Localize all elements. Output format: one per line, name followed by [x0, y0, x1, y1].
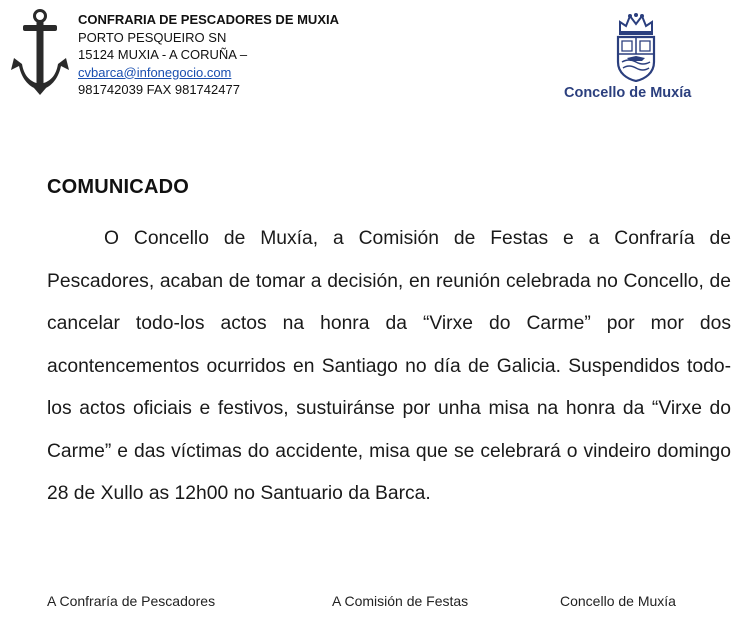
address-line: PORTO PESQUEIRO SN — [78, 29, 227, 45]
org-name: CONFRARIA DE PESCADORES DE MUXIA — [78, 12, 339, 27]
coat-of-arms-icon — [612, 12, 660, 82]
signature-confraria: A Confraría de Pescadores — [47, 593, 216, 609]
city-line: 15124 MUXIA - A CORUÑA – — [78, 47, 248, 62]
document-title: COMUNICADO — [47, 176, 189, 198]
signature-comision: A Comisión de Festas — [332, 593, 469, 609]
council-logo-text: Concello de Muxía — [564, 85, 692, 101]
signature-concello: Concello de Muxía — [560, 593, 676, 609]
document-body: O Concello de Muxía, a Comisión de Festas e a Confraría de Pescadores, acaban de tomar a decisión, en reunión celebrada no Concello, de cancelar todo-los actos na honra da “Virxe do Carme” por mor dos acontencementos ocurridos en Santiago no día de Galicia. Suspendidos todo-los actos oficiais e festivos, sustuiránse por unha misa na honra da “Virxe do Carme” e das víctimas do accidente, misa que se celebrará o vindeiro domingo 28 de Xullo as 12h00 no Santuario da Barca. — [47, 228, 731, 504]
sender-block — [78, 11, 339, 99]
phone-fax: 981742039 FAX 981742477 — [78, 82, 240, 97]
anchor-icon — [10, 8, 70, 96]
email-link[interactable]: cvbarca@infonegocio.com — [78, 64, 232, 80]
